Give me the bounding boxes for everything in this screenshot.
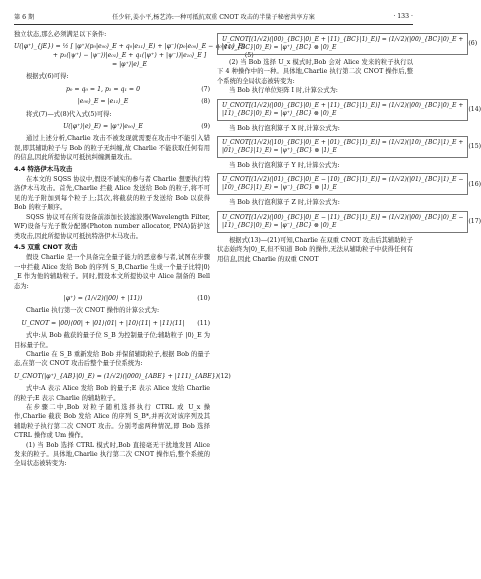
equation-number: (15)	[468, 143, 481, 151]
equation-body: U(|φ⁺⟩|e⟩_E) = |φ⁺⟩|e₀₀⟩_E	[63, 123, 143, 131]
equation-10	[14, 294, 210, 303]
equation-number: (11)	[197, 319, 210, 327]
equation-number: (16)	[468, 180, 481, 188]
equation-line: U_CNOT[(1/√2)(|00⟩_{BC}|0⟩_E − |11⟩_{BC}|1⟩_E)] = (1/√2)(|00⟩_{BC}|0⟩_E −	[222, 213, 464, 221]
page-number: · 133 ·	[393, 12, 413, 20]
equation-number: (14)	[468, 105, 481, 113]
paragraph: (2) 当 Bob 选择 U_x 模式时,Bob 会对 Alice 发来的粒子执行以下 4 种操作中的一种。具体地,Charlie 执行第二次 CNOT 操作后,整个系统的全局状态被转变为:	[217, 59, 413, 85]
equation-body: |φ⁺⟩ = (1/√2)(|00⟩ + |11⟩)	[63, 294, 143, 302]
paragraph: 在本文的 SQSS 协议中,假设不诚实的参与者 Charlie 想要执行特洛伊木马攻击。首先,Charlie 拦截 Alice 发送给 Bob 的粒子,将不可见的光子附加到每个粒子上;其次,将截获的粒子发送给 Bob 以获得 Bob 的粒子顺序。	[14, 176, 210, 212]
paragraph: 当 Bob 执行泡利算子 X 时,计算公式为:	[229, 124, 340, 132]
equation-number: (17)	[468, 218, 481, 226]
section-heading: 4.5 双重 CNOT 攻击	[14, 242, 78, 251]
paragraph: SQSS 协议可在所有设备前添加长波滤波器(Wavelength Filter, WF)设备与光子数分配器(Photon number allocator, PNA)防护这类攻击,因此所提协议可抵抗特洛伊木马攻击。	[14, 213, 210, 240]
equation-body	[217, 173, 468, 195]
equation-9	[14, 122, 210, 131]
equation-line: U_CNOT[(1/√2)(|01⟩_{BC}|0⟩_E − |10⟩_{BC}|1⟩_E)] = (1/√2)(|01⟩_{BC}|1⟩_E −	[222, 176, 464, 184]
paragraph: Charlie 执行第一次 CNOT 操作的计算公式为:	[26, 307, 160, 315]
equation-body: U_CNOT = |00⟩⟨00| + |01⟩⟨01| + |10⟩⟨11| + |11⟩⟨11|	[21, 319, 185, 327]
equation-line: U_CNOT[(1/√2)(|10⟩_{BC}|0⟩_E + |01⟩_{BC}|1⟩_E)] = (1/√2)(|10⟩_{BC}|1⟩_E +	[222, 139, 464, 147]
paragraph: 独立状态,那么必须满足以下条件:	[14, 31, 107, 38]
equation-line: |11⟩_{BC}|0⟩_E) = |φ⁺⟩_{BC} ⊗ |0⟩_E	[222, 109, 337, 117]
equation-5	[14, 42, 254, 69]
equation-number: (12)	[218, 372, 231, 380]
paragraph: 假设 Charlie 是一个具备完全量子能力的恶意参与者,试图在步骤一中拦截 Alice 发给 Bob 的序列 S_B,Charlie 生成一个量子比特|0⟩_E 作为他的辅助粒子。同时,假设本文所提协议中 Alice 制备的 Bell 态为:	[14, 254, 210, 290]
equation-line: |01⟩_{BC}|1⟩_E) = |ψ⁺⟩_{BC} ⊗ |1⟩_E	[222, 147, 337, 155]
equation-7	[14, 85, 210, 94]
equation-8	[14, 97, 210, 106]
issue-number: 第 6 期	[14, 13, 35, 21]
section-heading: 4.4 特洛伊木马攻击	[14, 164, 73, 173]
paragraph: 根据式(13)—(21)可知,Charlie 在双重 CNOT 攻击后其辅助粒子状态始终为|0⟩_E,但不知道 Bob 的操作,无法从辅助粒子中获得任何有用信息,因此 Charlie 的双重 CNOT	[217, 236, 413, 263]
paragraph: 当 Bob 执行泡利算子 Y 时,计算公式为:	[229, 162, 340, 170]
right-column	[217, 30, 481, 264]
equation-line: = |φ⁺⟩|e⟩_E	[111, 61, 147, 69]
equation-body	[217, 136, 468, 158]
paragraph: 式中:从 Bob 截获的量子位 S_B 为控制量子位;辅助粒子 |0⟩_E 为目标量子位。	[14, 332, 210, 349]
paragraph: 在步骤二中,Bob 对粒子随机选择执行 CTRL 或 U_x 操作,Charlie 截获 Bob 发给 Alice 的序列 S_B*,并再次对该序列及其辅助粒子执行第二次 CNOT 攻击。分别考虑两种情况,即 Bob 选择 CTRL 操作或 Um 操作。	[14, 404, 210, 440]
equation-number: (6)	[468, 40, 478, 48]
equation-13	[217, 33, 478, 55]
paragraph: 当 Bob 执行单位矩阵 I 时,计算公式为:	[229, 87, 338, 95]
equation-body	[217, 33, 468, 55]
equation-number: (10)	[197, 294, 210, 302]
equation-body: U_CNOT(|φ⁺⟩_{AB}|0⟩_E) = (1/√2)(|000⟩_{ABE} + |111⟩_{ABE})	[14, 372, 219, 380]
paragraph: (1) 当 Bob 选择 CTRL 模式时,Bob 直接毫无干扰地发回 Alice 发来的粒子。具体地,Charlie 执行第二次 CNOT 操作后,整个系统的全局状态被转变为:	[14, 441, 210, 468]
running-title: 任少轩,姜小平,杨艺涛:一种可抵抗双重 CNOT 攻击的半量子秘密共享方案	[112, 13, 315, 21]
equation-body	[14, 42, 245, 69]
equation-line: |11⟩_{BC}|0⟩_E) = |φ⁺⟩_{BC} ⊗ |0⟩_E	[222, 44, 337, 51]
paragraph: 式中:A 表示 Alice 发给 Bob 的量子;E 表示 Alice 发给 Charlie 的粒子;E 表示 Charlie 的辅助粒子。	[14, 385, 210, 402]
paragraph: 当 Bob 执行泡利算子 Z 时,计算公式为:	[229, 199, 340, 207]
equation-body	[217, 211, 468, 233]
paragraph: Charlie 在 S_B 重新发给 Bob 并保留辅助粒子,根据 Bob 的量子态,在第一次 CNOT 攻击后整个量子位系统为:	[14, 350, 210, 368]
equation-line: |10⟩_{BC}|1⟩_E) = |ψ⁻⟩_{BC} ⊗ |1⟩_E	[222, 184, 337, 192]
equation-line: |11⟩_{BC}|0⟩_E) = |φ⁻⟩_{BC} ⊗ |0⟩_E	[222, 221, 337, 229]
equation-line: + p₁(|ψ⁺⟩ − |ψ⁻⟩)|e₀₁⟩_E + q₁(|ψ⁺⟩ + |ψ⁻⟩)|e₁₀⟩_E ]	[52, 52, 207, 60]
equation-15	[217, 136, 481, 158]
equation-line: U_CNOT[(1/√2)(|00⟩_{BC}|0⟩_E + |11⟩_{BC}|1⟩_E)] = (1/√2)(|00⟩_{BC}|0⟩_E +	[222, 101, 464, 109]
equation-16	[217, 173, 481, 195]
header-rule	[14, 24, 413, 25]
equation-body: |e₀₀⟩_E = |e₁₁⟩_E	[77, 98, 129, 106]
running-header	[14, 10, 413, 22]
equation-line: U(|φ⁺⟩_{jE}) = ½ [ |φ⁺⟩(p₀|e₀₀⟩_E + q₀|e₁₁⟩_E) + |φ⁻⟩(p₀|e₀₀⟩_E − q₀|e₁₁⟩_E)	[14, 43, 245, 51]
equation-number: (8)	[201, 98, 210, 106]
paragraph: 将式(7)—式(8)代入式(5)可得:	[26, 110, 112, 118]
equation-17	[217, 211, 481, 233]
equation-number: (9)	[201, 123, 210, 131]
equation-number: (5)	[244, 52, 254, 60]
equation-12	[14, 372, 231, 381]
paragraph: 通过上述分析,Charlie 攻击不被发现就需要在攻击中不能引入错误,即其辅助粒子与 Bob 的粒子无纠缠,故 Charlie 不能获取任何有用的信息,因此所提协议可抵抗纠缠测量攻击。	[14, 135, 210, 162]
equation-line: U_CNOT[(1/√2)(|00⟩_{BC}|0⟩_E + |11⟩_{BC}|1⟩_E)] = (1/√2)(|00⟩_{BC}|0⟩_E +	[222, 36, 464, 43]
equation-number: (7)	[201, 85, 210, 93]
equation-14	[217, 99, 481, 121]
equation-body	[217, 99, 468, 121]
left-column	[14, 30, 254, 469]
paragraph: 根据式(6)可得:	[26, 73, 69, 81]
equation-11	[14, 319, 210, 328]
equation-body: p₀ = q₀ = 1, p₁ = q₁ = 0	[65, 85, 141, 93]
